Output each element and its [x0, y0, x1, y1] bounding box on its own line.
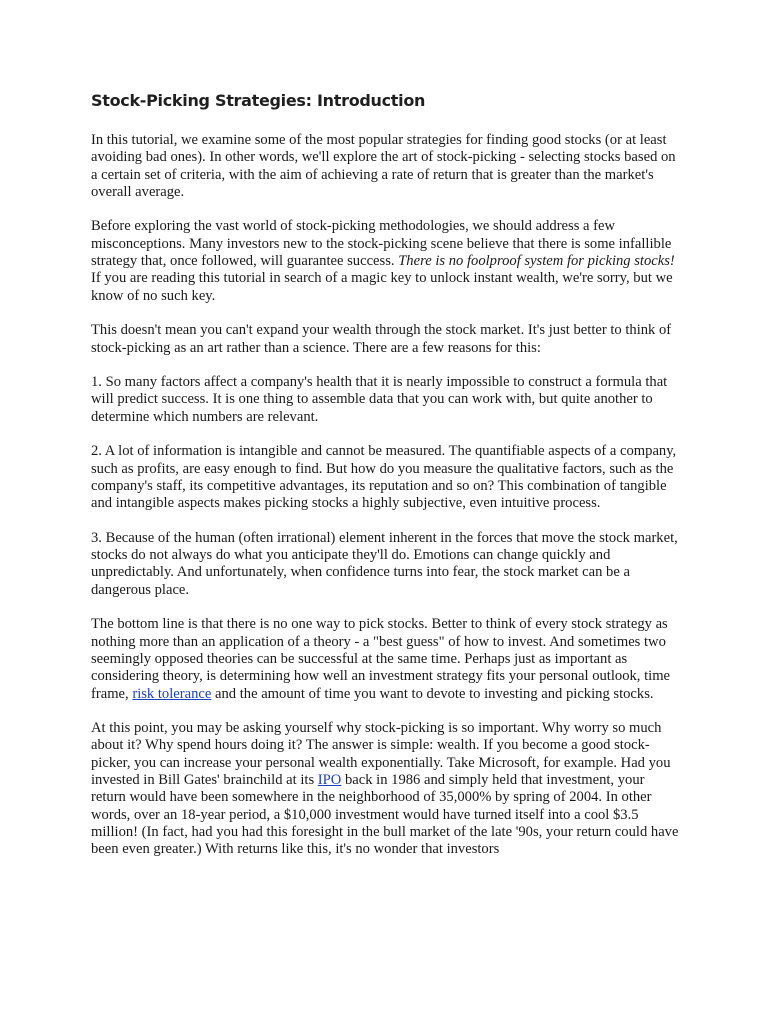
paragraph-bottom-line-text-a: The bottom line is that there is no one way to pick stocks. Better to think of every stock strategy as nothing more than an application of a theory - a "best guess" of how to invest. And sometimes two seemingly opposed theories can be successful at the same time. Perhaps just as important as considering theory, is determining how well an investment strategy fits your personal outlook, time frame,	[91, 616, 671, 702]
paragraph-intro: In this tutorial, we examine some of the most popular strategies for finding good stocks (or at least avoiding bad ones). In other words, we'll explore the art of stock-picking - selecting stocks based on a certain set of criteria, with the aim of achieving a rate of return that is greater than the market's overall average.	[91, 132, 676, 200]
paragraph-why-important	[91, 720, 681, 858]
paragraph-why-important-text-a: At this point, you may be asking yourself why stock-picking is so important. Why worry so much about it? Why spend hours doing it? The answer is simple: wealth. If you become a good stock-picker, you can increase your personal wealth exponentially. Take Microsoft, for example. Had you invested in Bill Gates' brainchild at its	[91, 720, 671, 788]
paragraph-bottom-line-text-b: and the amount of time you want to devote to investing and picking stocks.	[211, 685, 654, 702]
page-title: Stock-Picking Strategies: Introduction	[91, 91, 426, 110]
ipo-link[interactable]: IPO	[317, 771, 342, 788]
paragraph-misconceptions-text-a: Before exploring the vast world of stock-picking methodologies, we should address a few misconceptions. Many investors new to the stock-picking scene believe that there is some infallible strategy that, once followed, will guarantee success.	[91, 218, 672, 270]
paragraph-reason-1: 1. So many factors affect a company's health that it is nearly impossible to construct a formula that will predict success. It is one thing to assemble data that you can work with, but quite another to determine which numbers are relevant.	[91, 374, 668, 425]
risk-tolerance-link[interactable]: risk tolerance	[132, 685, 212, 702]
paragraph-why-important-text-b: back in 1986 and simply held that investment, your return would have been somewhere in the neighborhood of 35,000% by spring of 2004. In other words, over an 18-year period, a $10,000 investment would have turned itself into a cool $3.5 million! (In fact, had you had this foresight in the bull market of the late '90s, your return could have been even greater.) With returns like this, it's no wonder that investors	[91, 771, 679, 858]
paragraph-misconceptions-text-b: If you are reading this tutorial in search of a magic key to unlock instant wealth, we're sorry, but we know of no such key.	[91, 270, 673, 304]
paragraph-art-not-science: This doesn't mean you can't expand your wealth through the stock market. It's just better to think of stock-picking as an art rather than a science. There are a few reasons for this:	[91, 322, 672, 356]
paragraph-bottom-line	[91, 616, 681, 702]
document-body	[91, 132, 681, 876]
paragraph-misconceptions	[91, 218, 681, 304]
paragraph-reason-2: 2. A lot of information is intangible and cannot be measured. The quantifiable aspects of a company, such as profits, are easy enough to find. But how do you measure the qualitative factors, such as the company's staff, its competitive advantages, its reputation and so on? This combination of tangible and intangible aspects makes picking stocks a highly subjective, even intuitive process.	[91, 443, 677, 512]
emphasis-no-foolproof-system: There is no foolproof system for picking stocks!	[398, 253, 675, 270]
paragraph-reason-3: 3. Because of the human (often irrational) element inherent in the forces that move the stock market, stocks do not always do what you anticipate they'll do. Emotions can change quickly and unpredictably. And unfortunately, when confidence turns into fear, the stock market can be a dangerous place.	[91, 529, 678, 598]
